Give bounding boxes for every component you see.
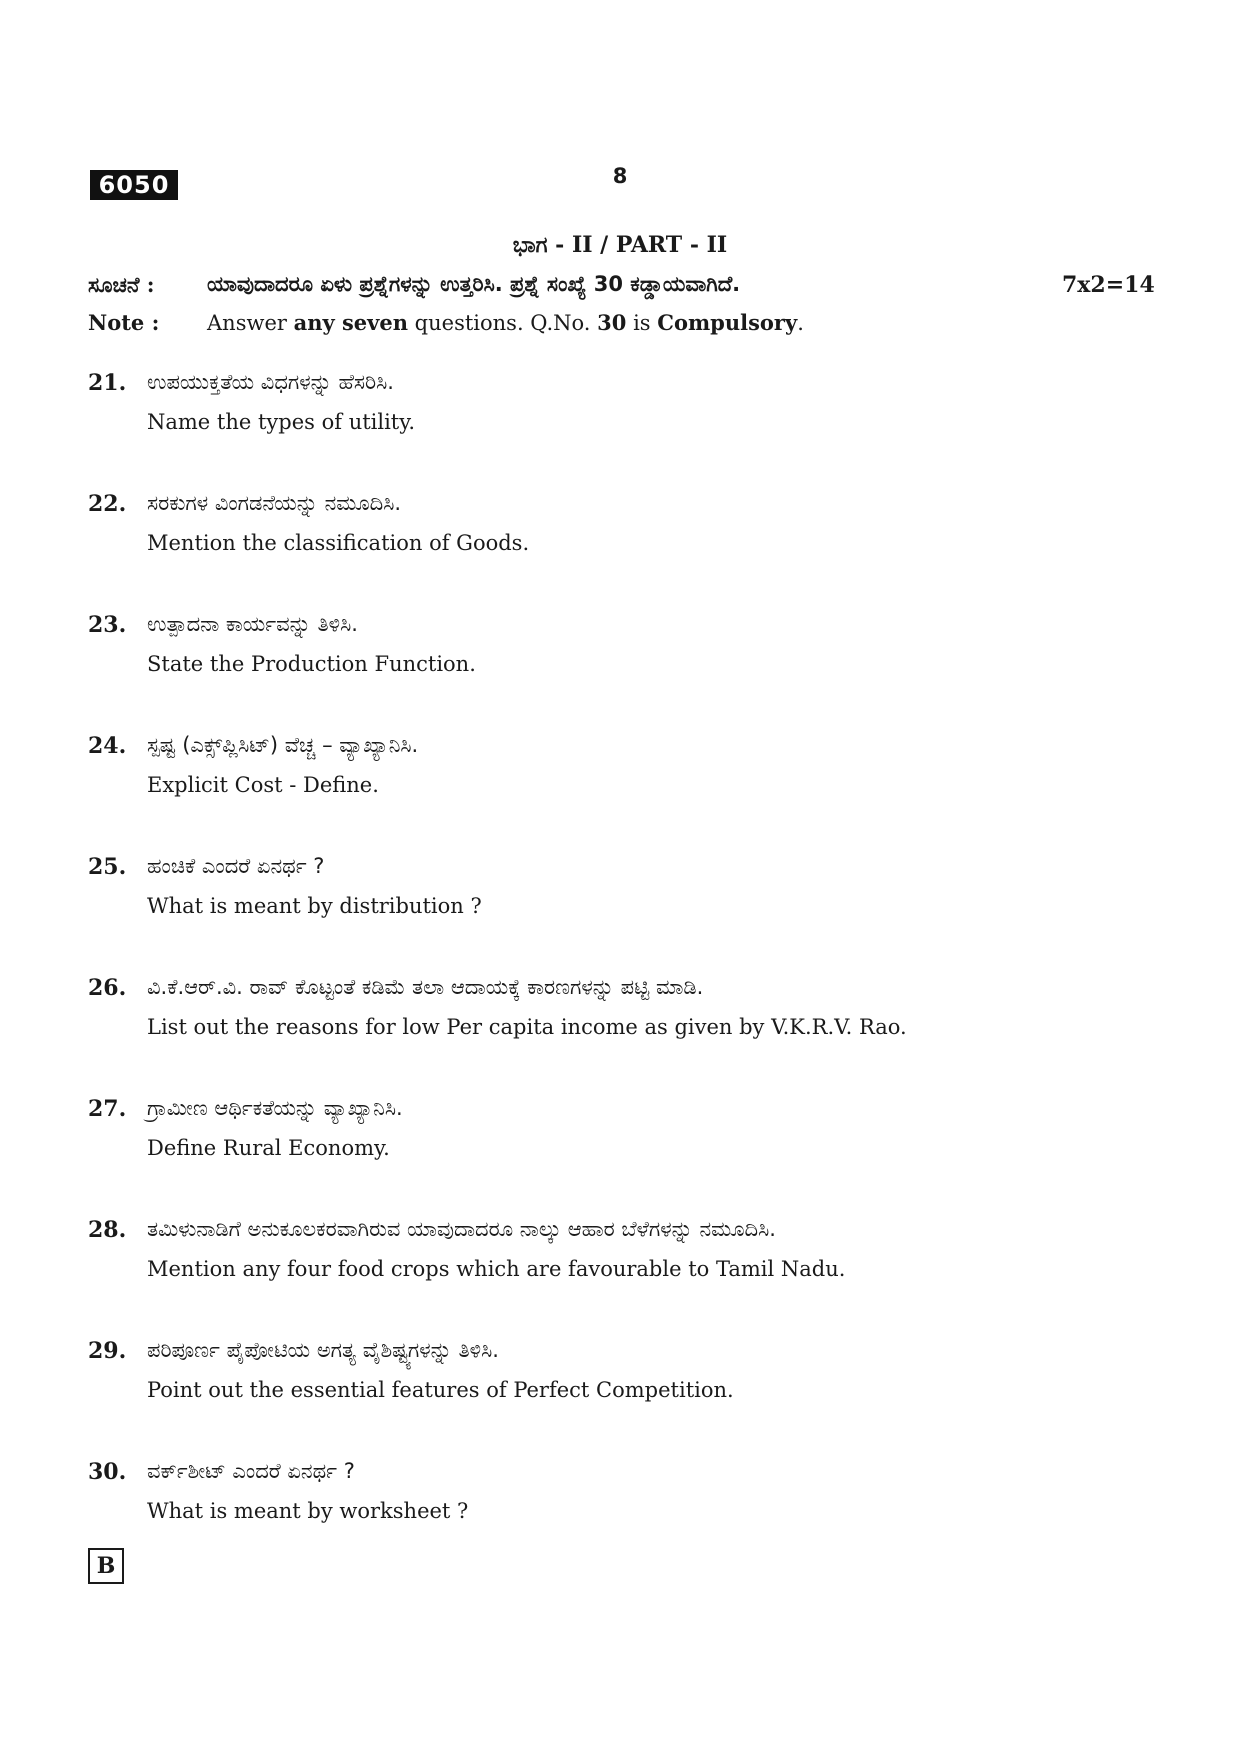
question-text-en: What is meant by worksheet ? xyxy=(147,1499,469,1523)
question-text-en: What is meant by distribution ? xyxy=(147,894,482,918)
question-number: 23. xyxy=(88,612,127,638)
marks-scheme: 7x2=14 xyxy=(1062,272,1155,298)
question-number: 22. xyxy=(88,491,127,517)
note-part3: is xyxy=(626,311,658,335)
question-number: 25. xyxy=(88,854,127,880)
part-title: ಭಾಗ - II / PART - II xyxy=(512,232,728,258)
instruction-kn-part1: ಯಾವುದಾದರೂ ಏಳು ಪ್ರಶ್ನೆಗಳನ್ನು ಉತ್ತರಿಸಿ. ಪ್ರಶ್ನೆ ಸಂಖ್ಯೆ xyxy=(207,272,594,296)
instruction-kn-number: 30 xyxy=(593,272,623,296)
question-text-en: Mention the classification of Goods. xyxy=(147,531,530,555)
note-label-en: Note : xyxy=(88,310,160,335)
instruction-text-kn xyxy=(207,272,740,297)
question-text-kn: ವರ್ಕ್‌ಶೀಟ್ ಎಂದರೆ ಏನರ್ಥ ? xyxy=(147,1459,355,1483)
question-text-en: Mention any four food crops which are favourable to Tamil Nadu. xyxy=(147,1257,846,1281)
question-text-kn: ಹಂಚಿಕೆ ಎಂದರೆ ಏನರ್ಥ ? xyxy=(147,854,325,878)
question-number: 26. xyxy=(88,975,127,1001)
question-number: 27. xyxy=(88,1096,127,1122)
question-text-en: Name the types of utility. xyxy=(147,410,415,434)
note-bold-number: 30 xyxy=(597,310,627,335)
question-number: 21. xyxy=(88,370,127,396)
paper-code-badge: 6050 xyxy=(90,170,178,200)
question-text-en: Point out the essential features of Perfect Competition. xyxy=(147,1378,734,1402)
instruction-kn-part2: ಕಡ್ಡಾಯವಾಗಿದೆ. xyxy=(622,272,741,296)
question-text-en: List out the reasons for low Per capita income as given by V.K.R.V. Rao. xyxy=(147,1015,907,1039)
question-text-kn: ವಿ.ಕೆ.ಆರ್.ವಿ. ರಾವ್ ಕೊಟ್ಟಂತೆ ಕಡಿಮೆ ತಲಾ ಆದಾಯಕ್ಕೆ ಕಾರಣಗಳನ್ನು ಪಟ್ಟಿ ಮಾಡಿ. xyxy=(147,975,704,999)
note-part2: questions. Q.No. xyxy=(408,311,598,335)
version-box: B xyxy=(88,1548,124,1584)
question-number: 28. xyxy=(88,1217,127,1243)
page-number: 8 xyxy=(612,164,628,188)
note-part1: Answer xyxy=(207,311,294,335)
question-number: 29. xyxy=(88,1338,127,1364)
question-text-kn: ತಮಿಳುನಾಡಿಗೆ ಅನುಕೂಲಕರವಾಗಿರುವ ಯಾವುದಾದರೂ ನಾಲ್ಕು ಆಹಾರ ಬೆಳೆಗಳನ್ನು ನಮೂದಿಸಿ. xyxy=(147,1217,776,1241)
question-number: 30. xyxy=(88,1459,127,1485)
question-text-kn: ಸ್ಪಷ್ಟ (ಎಕ್ಸ್‌ಪ್ಲಿಸಿಟ್) ವೆಚ್ಚ – ವ್ಯಾಖ್ಯಾನಿಸಿ. xyxy=(147,733,419,757)
note-bold-compulsory: Compulsory xyxy=(657,310,798,335)
note-text-en xyxy=(207,310,804,335)
question-text-en: Explicit Cost - Define. xyxy=(147,773,379,797)
instruction-label-kn: ಸೂಚನೆ : xyxy=(88,272,155,297)
question-text-kn: ಪರಿಪೂರ್ಣ ಪೈಪೋಟಿಯ ಅಗತ್ಯ ವೈಶಿಷ್ಟ್ಯಗಳನ್ನು ತಿಳಿಸಿ. xyxy=(147,1338,499,1362)
question-text-kn: ಉಪಯುಕ್ತತೆಯ ವಿಧಗಳನ್ನು ಹೆಸರಿಸಿ. xyxy=(147,370,394,394)
note-part4: . xyxy=(797,311,804,335)
question-text-en: State the Production Function. xyxy=(147,652,476,676)
question-text-kn: ಸರಕುಗಳ ವಿಂಗಡನೆಯನ್ನು ನಮೂದಿಸಿ. xyxy=(147,491,402,515)
question-text-kn: ಗ್ರಾಮೀಣ ಆರ್ಥಿಕತೆಯನ್ನು ವ್ಯಾಖ್ಯಾನಿಸಿ. xyxy=(147,1096,403,1120)
note-bold-any-seven: any seven xyxy=(293,310,408,335)
question-number: 24. xyxy=(88,733,127,759)
question-text-kn: ಉತ್ಪಾದನಾ ಕಾರ್ಯವನ್ನು ತಿಳಿಸಿ. xyxy=(147,612,358,636)
question-text-en: Define Rural Economy. xyxy=(147,1136,390,1160)
